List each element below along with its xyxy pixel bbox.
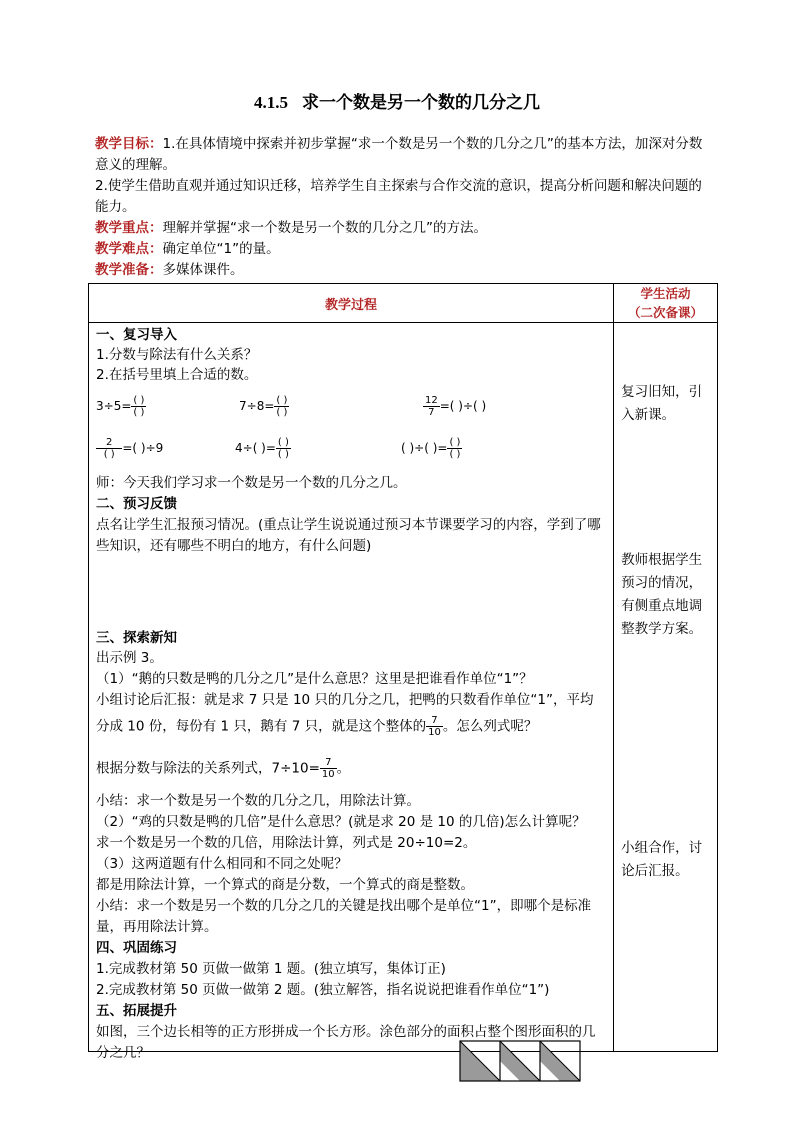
goal-text-1: 1.在具体情境中探索并初步掌握“求一个数是另一个数的几分之几”的基本方法，加深对分数意义的理解。 xyxy=(95,136,703,173)
math-item-3: $\frac{12}{7}$ =( )÷( ) xyxy=(425,395,487,418)
discussion-line: 小组讨论后汇报：就是求 7 只是 10 只的几分之几，把鸭的只数看作单位“1”，平均 xyxy=(96,692,594,708)
extension-problem: 如图，三个边长相等的正方形拼成一个长方形。涂色部分的面积占整个图形面积的几分之几？ xyxy=(96,1024,596,1061)
review-question-1: 1.分数与除法有什么关系？ xyxy=(96,347,258,363)
process-cell xyxy=(89,323,614,1061)
question-1: （1）“鹅的只数是鸭的几分之几”是什么意思？这里是把谁看作单位“1”？ xyxy=(96,671,533,687)
lesson-intro xyxy=(95,134,715,281)
difficulty-label: 教学难点： xyxy=(95,241,163,257)
summary-1: 小结：求一个数是另一个数的几分之几，用除法计算。 xyxy=(96,793,420,809)
key-label: 教学重点： xyxy=(95,220,163,236)
prep-label: 教学准备： xyxy=(95,262,163,278)
section-5-heading: 五、拓展提升 xyxy=(96,1003,177,1019)
section-4-heading: 四、巩固练习 xyxy=(96,940,177,956)
lesson-number: 4.1.5 xyxy=(254,93,288,112)
section-2-heading: 二、预习反馈 xyxy=(96,496,177,512)
header-process: 教学过程 xyxy=(89,284,614,323)
section-1-heading: 一、复习导入 xyxy=(96,327,177,343)
math-item-2: 7÷8= $\frac{( )}{( )}$ xyxy=(239,395,288,418)
times-rule: 求一个数是另一个数的几倍，用除法计算，列式是 20÷10=2。 xyxy=(96,835,477,851)
difficulty-text: 确定单位“1”的量。 xyxy=(162,241,280,257)
activity-note-2: 教师根据学生预习的情况，有侧重点地调整教学方案。 xyxy=(621,552,703,637)
formula-line: 根据分数与除法的关系列式，7÷10= $\frac{7}{10}$ 。 xyxy=(96,757,351,780)
review-question-2: 2.在括号里填上合适的数。 xyxy=(96,367,258,383)
example-line: 出示例 3。 xyxy=(96,650,163,666)
header-activity-line1: 学生活动 xyxy=(640,286,691,301)
activity-note-1: 复习旧知，引入新课。 xyxy=(621,384,703,423)
math-item-4: $\frac{2}{( )}$ =( )÷9 xyxy=(96,437,163,460)
prep-text: 多媒体课件。 xyxy=(162,262,244,278)
activity-cell xyxy=(614,323,718,1052)
preview-feedback-text: 点名让学生汇报预习情况。(重点让学生说说通过预习本节课要学习的内容，学到了哪些知识，还有哪些不明白的地方，有什么问题) xyxy=(96,517,601,554)
practice-1: 1.完成教材第 50 页做一做第 1 题。(独立填写，集体订正) xyxy=(96,961,446,977)
page-title xyxy=(0,88,794,113)
header-activity xyxy=(614,284,718,323)
math-item-6: ( )÷( )= $\frac{( )}{( )}$ xyxy=(401,437,461,460)
three-squares-figure xyxy=(459,1040,583,1082)
header-activity-line2: （二次备课） xyxy=(628,305,704,320)
goal-label: 教学目标： xyxy=(95,136,163,152)
discussion-line-2: 分成 10 份，每份有 1 只，鹅有 7 只，就是这个整体的 $\frac{7}{10}$ 。怎么列式呢？ xyxy=(96,715,538,738)
lesson-table xyxy=(88,283,718,1061)
activity-note-3: 小组合作，讨论后汇报。 xyxy=(621,840,703,879)
summary-2: 小结：求一个数是另一个数的几分之几的关键是找出哪个是单位“1”，即哪个是标准量，再用除法计算。 xyxy=(96,898,592,935)
key-text: 理解并掌握“求一个数是另一个数的几分之几”的方法。 xyxy=(162,220,487,236)
math-item-5: 4÷( )= $\frac{( )}{( )}$ xyxy=(235,437,289,460)
lesson-title: 求一个数是另一个数的几分之几 xyxy=(302,93,540,113)
question-3: （3）这两道题有什么相同和不同之处呢？ xyxy=(96,856,348,872)
goal-text-2: 2.使学生借助直观并通过知识迁移，培养学生自主探索与合作交流的意识，提高分析问题和解决问题的能力。 xyxy=(95,178,702,215)
question-2: （2）“鸡的只数是鸭的几倍”是什么意思？(就是求 20 是 10 的几倍)怎么计算呢？ xyxy=(96,814,586,830)
math-item-1: 3÷5= $\frac{( )}{( )}$ xyxy=(96,395,145,418)
teacher-line: 师：今天我们学习求一个数是另一个数的几分之几。 xyxy=(96,475,407,491)
practice-2: 2.完成教材第 50 页做一做第 2 题。(独立解答，指名说说把谁看作单位“1”) xyxy=(96,982,550,998)
comparison: 都是用除法计算，一个算式的商是分数，一个算式的商是整数。 xyxy=(96,877,474,893)
section-3-heading: 三、探索新知 xyxy=(96,630,177,646)
